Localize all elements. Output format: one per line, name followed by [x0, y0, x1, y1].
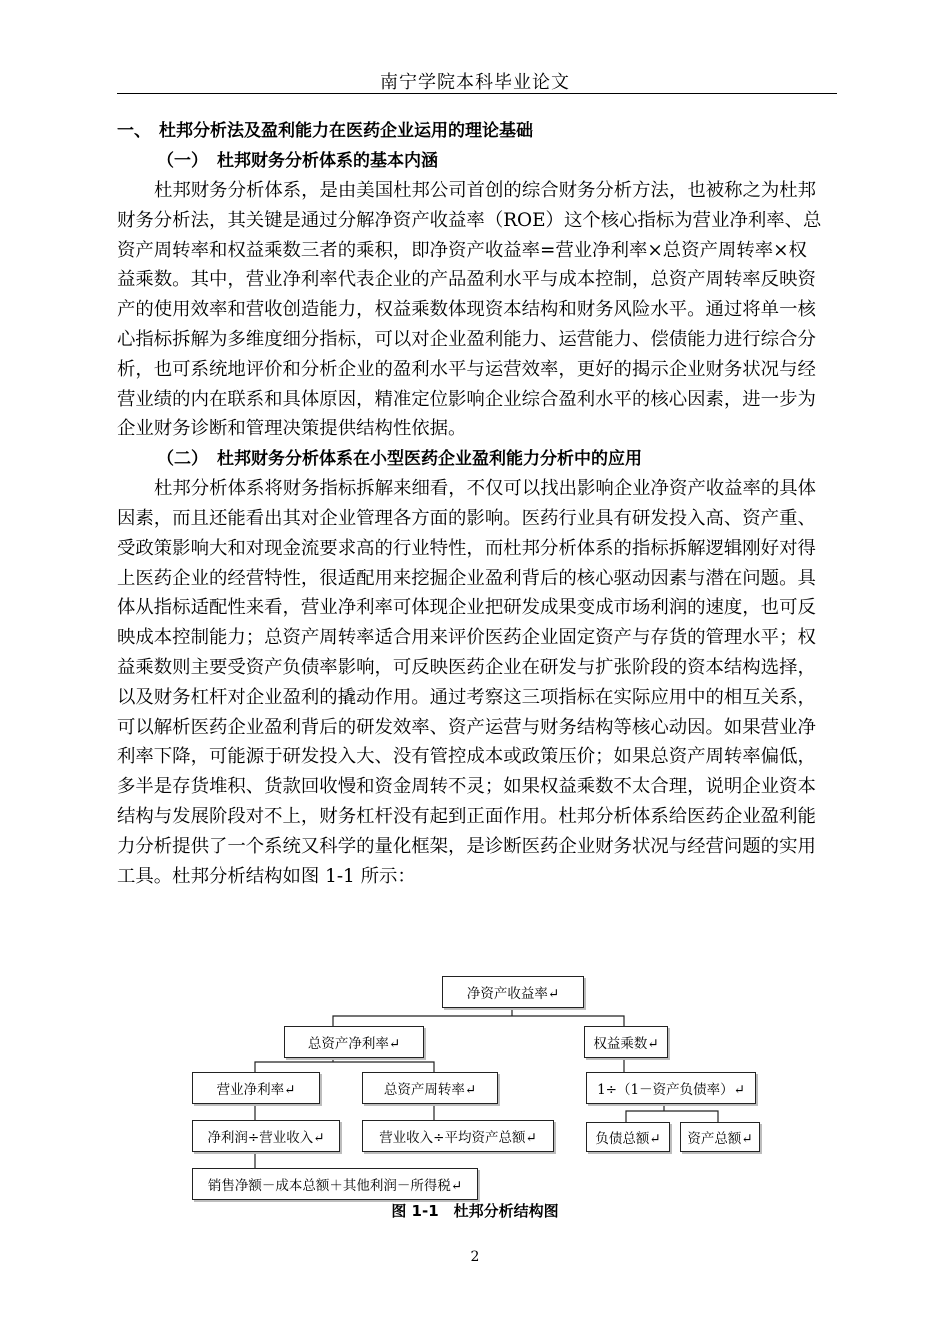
roa-label: 总资产净利率↵ — [307, 1036, 401, 1052]
text-line: 可以解析医药企业盈利背后的研发效率、资产运营与财务结构等核心动因。如果营业净 — [117, 716, 816, 738]
text-line: 结构与发展阶段对不上，财务杠杆没有起到正面作用。杜邦分析体系给医药企业盈利能 — [117, 805, 816, 827]
assets-label: 资产总额↵ — [687, 1131, 753, 1147]
text-line: 析，也可系统地评价和分析企业的盈利水平与运营效率，更好的揭示企业财务状况与经 — [117, 358, 816, 380]
text-line: 资产周转率和权益乘数三者的乘积，即净资产收益率=营业净利率×总资产周转率×权 — [117, 239, 807, 261]
text-line: 心指标拆解为多维度细分指标，可以对企业盈利能力、运营能力、偿债能力进行综合分 — [117, 328, 816, 350]
text-line: 工具。杜邦分析结构如图 1-1 所示： — [117, 865, 416, 887]
connector-roa — [255, 1056, 434, 1072]
header-rule — [117, 93, 837, 94]
text-line: 益乘数则主要受资产负债率影响，可反映医药企业在研发与扩张阶段的资本结构选择， — [117, 656, 816, 678]
section-number: 一、 — [117, 121, 151, 141]
tat-formula-label: 营业收入÷平均资产总额↵ — [379, 1130, 537, 1146]
text-line: 杜邦分析体系将财务指标拆解来细看，不仅可以找出影响企业净资产收益率的具体 — [154, 478, 817, 500]
subsection-number: （一） — [157, 151, 208, 171]
text-line: 体从指标适配性来看，营业净利率可体现企业把研发成果变成市场利润的速度，也可反 — [117, 597, 816, 619]
np-formula-label: 销售净额－成本总额＋其他利润－所得税↵ — [207, 1178, 463, 1194]
subsection-heading-2 — [117, 444, 837, 474]
figure-caption: 图 1-1 杜邦分析结构图 — [391, 1202, 559, 1220]
em-label: 权益乘数↵ — [593, 1036, 659, 1052]
npm-box — [192, 1072, 320, 1104]
npm-label: 营业净利率↵ — [216, 1082, 296, 1098]
tat-box — [362, 1072, 498, 1104]
subsection-title: 杜邦财务分析体系的基本内涵 — [217, 151, 438, 171]
text-line: 杜邦财务分析体系，是由美国杜邦公司首创的综合财务分析方法，也被称之为杜邦 — [154, 180, 817, 201]
text-line: 利率下降，可能源于研发投入大、没有管控成本或政策压价；如果总资产周转率偏低， — [117, 746, 816, 768]
text-line: 以及财务杠杆对企业盈利的撬动作用。通过考察这三项指标在实际应用中的相互关系， — [117, 686, 816, 708]
subsection-title: 杜邦财务分析体系在小型医药企业盈利能力分析中的应用 — [217, 449, 642, 470]
connector-em-formula — [626, 1102, 718, 1122]
assets-box — [680, 1122, 760, 1152]
text-line: 营业绩的内在联系和具体原因，精准定位影响企业综合盈利水平的核心因素，进一步为 — [117, 388, 816, 410]
text-line: 映成本控制能力；总资产周转率适合用来评价医药企业固定资产与存货的管理水平；权 — [117, 627, 816, 649]
body-content — [117, 116, 837, 891]
subsection-number: （二） — [157, 449, 208, 470]
npm-formula-box — [192, 1120, 340, 1152]
section-heading — [117, 116, 837, 146]
text-line: 企业财务诊断和管理决策提供结构性依据。 — [117, 418, 467, 440]
roe-box — [442, 976, 584, 1008]
em-formula-box — [586, 1072, 756, 1104]
liabilities-box — [586, 1122, 670, 1152]
subsection-heading-1 — [117, 146, 837, 176]
text-line: 财务分析法，其关键是通过分解净资产收益率（ROE）这个核心指标为营业净利率、总 — [117, 209, 822, 231]
text-line: 产的使用效率和营收创造能力，权益乘数体现资本结构和财务风险水平。通过将单一核 — [117, 299, 816, 321]
text-line: 受政策影响大和对现金流要求高的行业特性，而杜邦分析体系的指标拆解逻辑刚好对得 — [117, 537, 816, 559]
tat-label: 总资产周转率↵ — [383, 1082, 477, 1098]
paragraph-2 — [117, 474, 837, 891]
connector-roe — [333, 1006, 624, 1026]
running-header: 南宁学院本科毕业论文 — [380, 72, 570, 93]
tat-formula-box — [362, 1120, 554, 1152]
em-formula-label: 1÷（1－资产负债率）↵ — [597, 1082, 745, 1098]
npm-formula-label: 净利润÷营业收入↵ — [207, 1130, 325, 1146]
paragraph-1 — [117, 176, 837, 444]
text-line: 因素，而且还能看出其对企业管理各方面的影响。医药行业具有研发投入高、资产重、 — [117, 507, 816, 529]
text-line: 益乘数。其中，营业净利率代表企业的产品盈利水平与成本控制，总资产周转率反映资 — [117, 269, 816, 291]
dupont-structure-diagram — [190, 970, 770, 1206]
text-line: 上医药企业的经营特性，很适配用来挖掘企业盈利背后的核心驱动因素与潜在问题。具 — [117, 567, 816, 589]
np-formula-box — [192, 1168, 478, 1200]
liabilities-label: 负债总额↵ — [595, 1131, 661, 1147]
text-line: 力分析提供了一个系统又科学的量化框架，是诊断医药企业财务状况与经营问题的实用 — [117, 835, 816, 857]
text-line: 多半是存货堆积、货款回收慢和资金周转不灵；如果权益乘数不太合理，说明企业资本 — [117, 776, 816, 798]
em-box — [584, 1026, 668, 1058]
page-number: 2 — [470, 1249, 480, 1265]
section-title: 杜邦分析法及盈利能力在医药企业运用的理论基础 — [159, 121, 533, 141]
roa-box — [284, 1026, 424, 1058]
roe-label: 净资产收益率↵ — [466, 986, 560, 1002]
